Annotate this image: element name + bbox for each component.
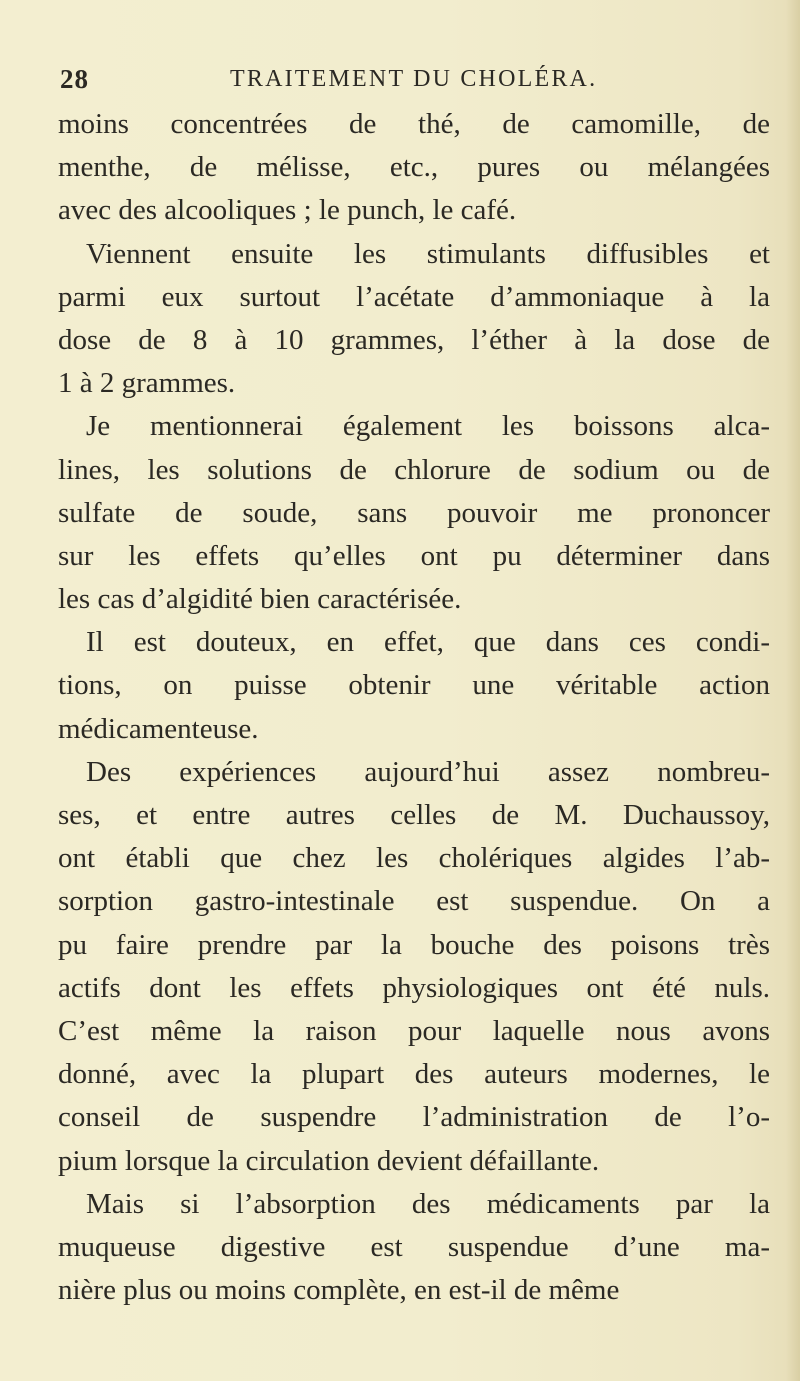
text-line: moins concentrées de thé, de camomille, de bbox=[58, 108, 770, 140]
text-line: muqueuse digestive est suspendue d’une ma- bbox=[58, 1230, 770, 1263]
text-line: actifs dont les effets physiologiques ont été nuls. bbox=[58, 971, 770, 1004]
text-line: pu faire prendre par la bouche des poisons très bbox=[58, 928, 770, 961]
text-line: Des expériences aujourd’hui assez nombreu- bbox=[86, 755, 770, 788]
text-line: ont établi que chez les cholériques algides l’ab- bbox=[58, 842, 770, 875]
text-line: pium lorsque la circulation devient défaillante. bbox=[58, 1144, 600, 1177]
text-line: Viennent ensuite les stimulants diffusibles et bbox=[86, 237, 770, 270]
text-line: menthe, de mélisse, etc., pures ou mélangées bbox=[58, 151, 770, 184]
text-line: conseil de suspendre l’administration de l’o- bbox=[58, 1101, 770, 1134]
text-line: ses, et entre autres celles de M. Duchaussoy, bbox=[58, 799, 770, 831]
text-line: Mais si l’absorption des médicaments par la bbox=[86, 1187, 770, 1220]
text-line: sulfate de soude, sans pouvoir me prononcer bbox=[58, 496, 770, 529]
text-line: nière plus ou moins complète, en est-il de même bbox=[58, 1274, 620, 1307]
text-line: sur les effets qu’elles ont pu déterminer dans bbox=[58, 539, 770, 572]
text-line: lines, les solutions de chlorure de sodium ou de bbox=[58, 453, 770, 486]
text-line: les cas d’algidité bien caractérisée. bbox=[58, 583, 462, 616]
text-line: Je mentionnerai également les boissons alca- bbox=[86, 410, 770, 443]
text-line: 1 à 2 grammes. bbox=[58, 367, 236, 400]
text-line: tions, on puisse obtenir une véritable action bbox=[58, 669, 770, 702]
text-line: parmi eux surtout l’acétate d’ammoniaque à la bbox=[58, 280, 770, 313]
text-line: dose de 8 à 10 grammes, l’éther à la dose de bbox=[58, 323, 770, 356]
page-edge-shadow bbox=[786, 0, 800, 1381]
text-line: sorption gastro-intestinale est suspendue. On a bbox=[58, 885, 770, 918]
page-number: 28 bbox=[60, 64, 89, 94]
text-line: C’est même la raison pour laquelle nous avons bbox=[58, 1014, 770, 1047]
text-line: donné, avec la plupart des auteurs modernes, le bbox=[58, 1058, 770, 1091]
running-head bbox=[60, 64, 770, 100]
body-text bbox=[58, 103, 770, 1312]
text-line: médicamenteuse. bbox=[58, 712, 259, 745]
text-line: Il est douteux, en effet, que dans ces condi- bbox=[86, 626, 770, 659]
running-title: TRAITEMENT DU CHOLÉRA. bbox=[230, 66, 598, 92]
text-line: avec des alcooliques ; le punch, le café. bbox=[58, 194, 517, 227]
